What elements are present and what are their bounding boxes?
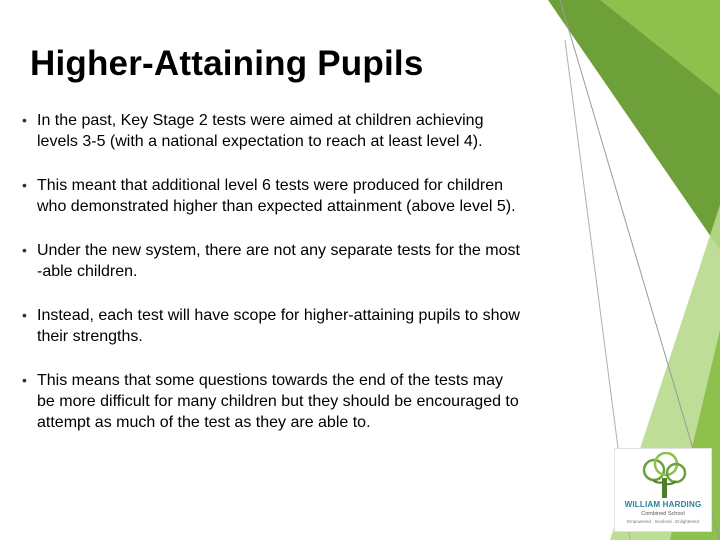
- bullet-glyph: •: [22, 372, 27, 388]
- logo-school-name: WILLIAM HARDING: [624, 500, 702, 509]
- logo-tagline: Empowered . Involved . Enlightened: [626, 519, 700, 524]
- slide-title: Higher-Attaining Pupils: [30, 44, 424, 83]
- bullet-text-line: attempt as much of the test as they are able to.: [37, 414, 371, 431]
- tree-icon: [639, 452, 689, 500]
- bullet-text-line: be more difficult for many children but they should be encouraged to: [37, 393, 519, 410]
- bullet-text-line: Under the new system, there are not any separate tests for the most: [37, 242, 520, 259]
- bullet-text-line: Instead, each test will have scope for higher-attaining pupils to show: [37, 307, 520, 324]
- bullet-item: [22, 240, 587, 282]
- bullet-text-line: who demonstrated higher than expected attainment (above level 5).: [37, 198, 516, 215]
- bullet-glyph: •: [22, 177, 27, 193]
- bullet-list: [22, 110, 587, 456]
- bullet-text-line: This meant that additional level 6 tests were produced for children: [37, 177, 504, 194]
- bullet-item: [22, 110, 587, 152]
- bullet-item: [22, 175, 587, 217]
- bullet-glyph: •: [22, 242, 27, 258]
- school-logo: [614, 448, 712, 532]
- bullet-text-line: -able children.: [37, 263, 138, 280]
- bullet-text-line: their strengths.: [37, 328, 143, 345]
- bullet-glyph: •: [22, 112, 27, 128]
- bullet-item: [22, 305, 587, 347]
- bullet-glyph: •: [22, 307, 27, 323]
- bullet-text-line: levels 3-5 (with a national expectation to reach at least level 4).: [37, 133, 483, 150]
- bullet-text-line: This means that some questions towards the end of the tests may: [37, 372, 504, 389]
- bullet-item: [22, 370, 587, 433]
- bullet-text-line: In the past, Key Stage 2 tests were aimed at children achieving: [37, 112, 484, 129]
- logo-subtitle: Combined School: [641, 511, 685, 517]
